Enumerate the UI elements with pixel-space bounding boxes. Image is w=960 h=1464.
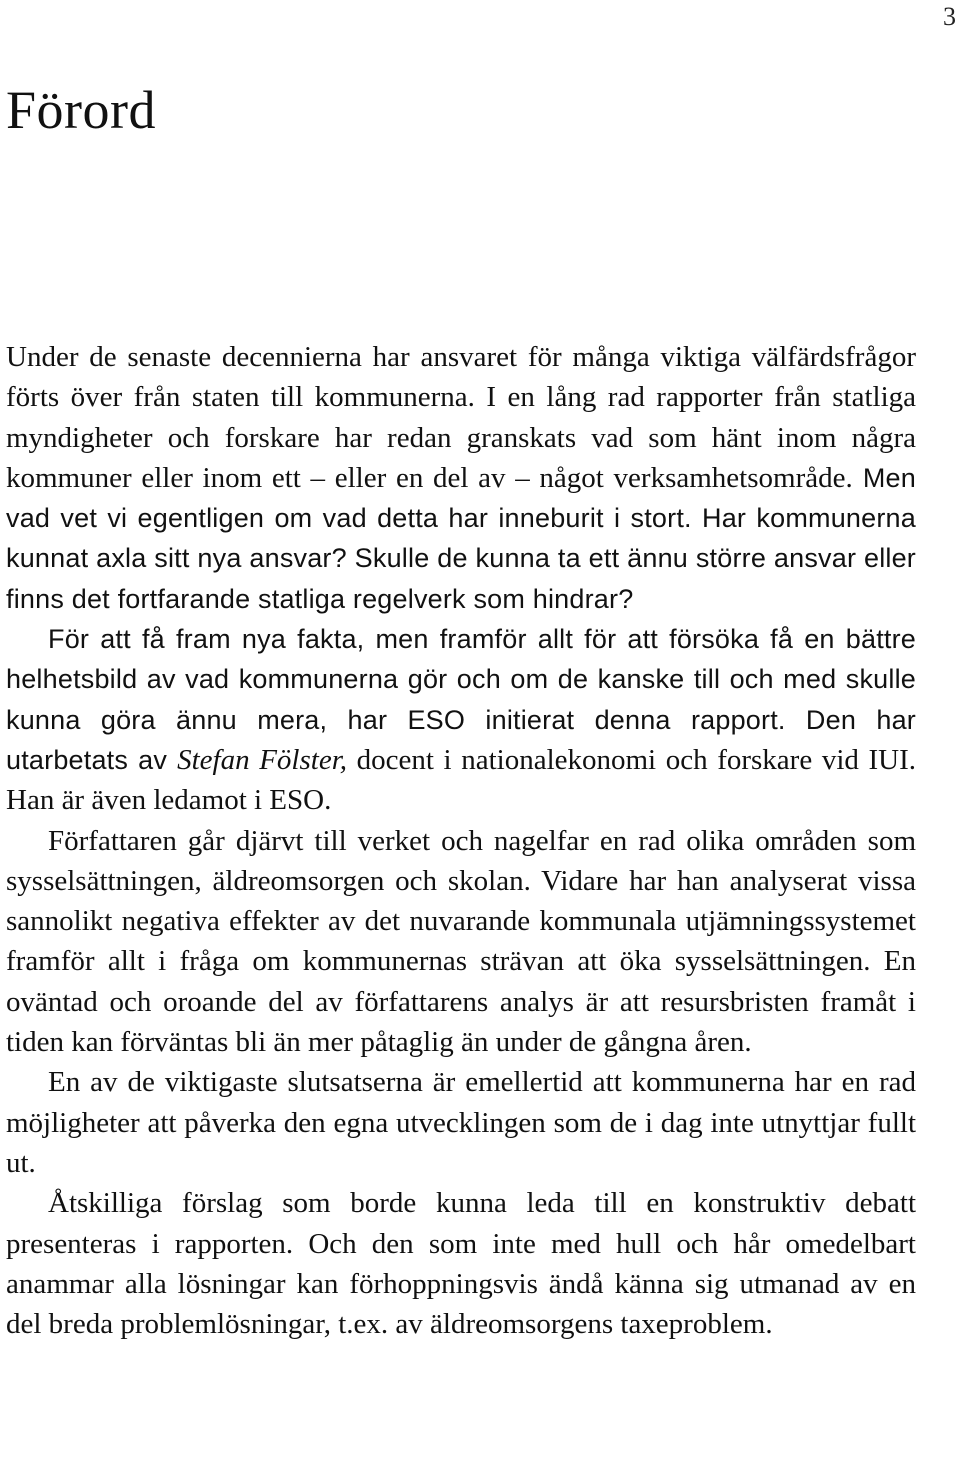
body-text xyxy=(6,337,916,1344)
paragraph-2 xyxy=(6,619,916,820)
author-name: Stefan Fölster, xyxy=(177,743,348,776)
paragraph-3: Författaren går djärvt till verket och nagelfar en rad olika områden som sysselsättningen, äldreomsorgen och skolan. Vidare har han analyserat vissa sannolikt negativa effekter av det nuvarande kommunala utjämningssystemet framför allt i fråga om kommunernas strävan att öka sysselsättningen. En oväntad och oroande del av författarens analys är att resursbristen framåt i tiden kan förväntas bli än mer påtaglig än under de gångna åren. xyxy=(6,824,916,1059)
chapter-title: Förord xyxy=(6,80,156,140)
page-number: 3 xyxy=(943,2,956,31)
paragraph-2-text: För att få fram nya fakta, men framför allt för att försöka få en bättre helhetsbild av vad kommunerna gör och om de kanske till och med skulle kunna göra ännu mera, har ESO initierat denna rapport. Den har utarbetats av xyxy=(6,624,916,775)
paragraph-2-tail: docent i nationalekonomi och forskare vid IUI. Han är även ledamot i ESO. xyxy=(6,743,916,817)
paragraph-5: Åtskilliga förslag som borde kunna leda till en konstruktiv debatt presenteras i rapporten. Och den som inte med hull och hår omedelbart anammar alla lösningar kan förhoppningsvis ändå känna sig utmanad av en del breda problemlösningar, t.ex. av äldreomsorgens taxeproblem. xyxy=(6,1187,916,1341)
paragraph-4: En av de viktigaste slutsatserna är emellertid att kommunerna har en rad möjligheter att påverka den egna utvecklingen som de i dag inte utnyttjar fullt ut. xyxy=(6,1066,916,1179)
paragraph-1-sans-part: Men vad vet vi egentligen om vad detta har inneburit i stort. Har kommunerna kunnat axla sitt nya ansvar? Skulle de kunna ta ett ännu större ansvar eller finns det fortfarande statliga regelverk som hindrar? xyxy=(6,462,916,614)
paragraph-1-serif-part: Under de senaste decennierna har ansvaret för många viktiga välfärdsfrågor förts över från staten till kommunerna. I en lång rad rapporter från statliga myndigheter och forskare har redan granskats vad som hänt inom några kommuner eller inom ett – eller en del av – något verksamhetsområde. xyxy=(6,341,916,494)
paragraph-1 xyxy=(6,337,916,619)
